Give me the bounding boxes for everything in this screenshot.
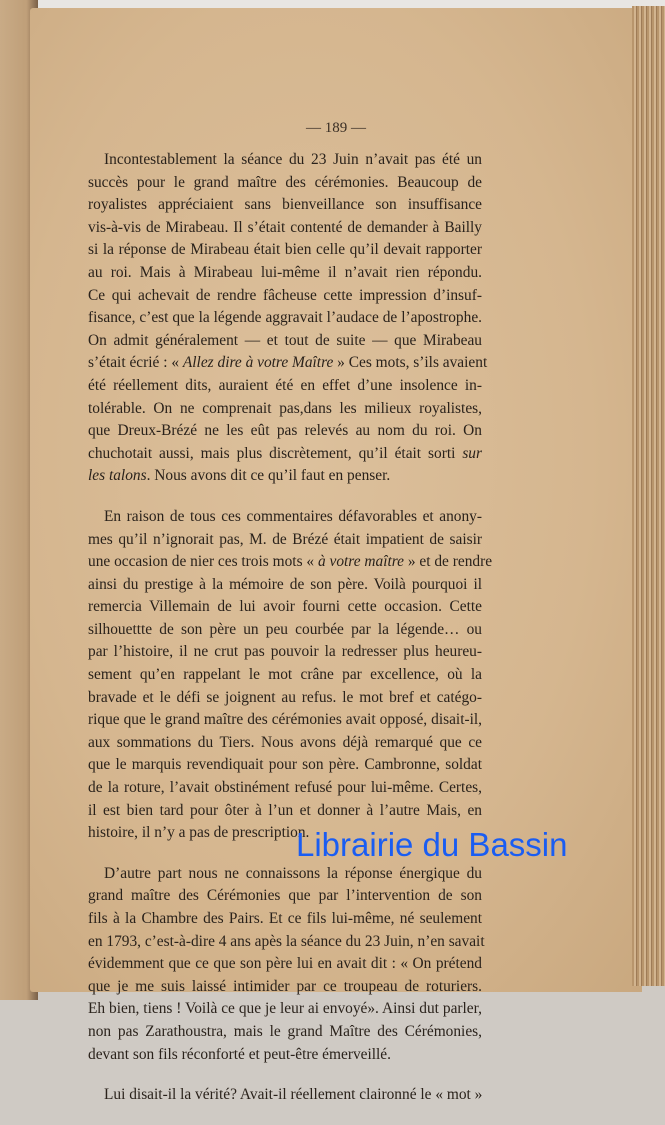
text-segment: il est bien tard pour ôter à l’un et donner à l’autre Mais, en — [88, 801, 482, 819]
text-line — [88, 420, 482, 443]
text-segment: été réellement dits, auraient été en effet d’une insolence in- — [88, 376, 482, 394]
text-line — [88, 149, 482, 172]
text-line — [88, 307, 482, 330]
text-line — [88, 217, 482, 240]
page-stack-edge — [632, 6, 665, 986]
text-line — [88, 375, 482, 398]
text-segment: au roi. Mais à Mirabeau lui-même il n’avait rien répondu. — [88, 263, 482, 281]
text-segment: devant son fils réconforté et peut-être émerveillé. — [88, 1045, 391, 1063]
text-segment: que Dreux-Brézé ne les eût pas relevés au nom du roi. On — [88, 422, 482, 440]
text-line — [88, 529, 482, 552]
text-line — [88, 506, 482, 529]
text-line — [88, 800, 482, 823]
text-segment: bravade et le défi se joignent au refus. le mot bref et catégo- — [88, 688, 482, 706]
page-number: — 189 — — [306, 120, 366, 136]
text-segment: chuchotait aussi, mais plus discrètement, qu’il était sorti — [88, 444, 463, 462]
text-segment: grand maître des Cérémonies que par l’intervention de son — [88, 887, 482, 905]
text-segment: non pas Zarathoustra, mais le grand Maître des Cérémonies, — [88, 1022, 482, 1040]
text-segment: évidemment que ce que son père lui en avait dit : « On prétend — [88, 955, 482, 973]
text-line — [88, 641, 482, 664]
text-segment: Lui disait-il la vérité? Avait-il réellement claironné le « mot » — [104, 1086, 483, 1104]
text-line — [88, 777, 482, 800]
text-line — [88, 863, 482, 886]
text-line — [88, 194, 482, 217]
text-segment: de la roture, l’avait obstinément refusé pour lui-même. Certes, — [88, 779, 482, 797]
watermark: Librairie du Bassin — [296, 826, 568, 863]
text-line — [88, 574, 482, 597]
text-segment: vis-à-vis de Mirabeau. Il s’était contenté de demander à Bailly — [88, 218, 482, 236]
text-segment: On admit généralement — et tout de suite — que Mirabeau — [88, 331, 482, 349]
text-segment: » et de rendre — [404, 553, 493, 571]
text-segment: que le marquis revendiquait pour son père. Cambronne, soldat — [88, 756, 482, 774]
text-line — [88, 262, 482, 285]
text-line — [88, 976, 482, 999]
text-line — [88, 732, 482, 755]
text-line — [88, 465, 482, 488]
paragraph — [88, 1084, 482, 1107]
body-text — [88, 149, 493, 1125]
text-segment: tolérable. On ne comprenait pas,dans les milieux royalistes, — [88, 399, 482, 417]
text-line — [88, 1044, 482, 1067]
text-segment: aux sommations du Tiers. Nous avons déjà remarqué que ce — [88, 733, 482, 751]
text-line — [88, 754, 482, 777]
text-segment: Eh bien, tiens ! Voilà ce que je leur ai envoyé». Ainsi dut parler, — [88, 1000, 482, 1018]
text-line — [88, 687, 482, 710]
text-line — [88, 285, 482, 308]
text-line — [88, 998, 482, 1021]
italic-text: sur — [462, 444, 482, 462]
italic-text: Allez dire à votre Maître — [182, 354, 334, 372]
text-line — [88, 885, 482, 908]
text-line — [88, 709, 482, 732]
text-line — [88, 664, 482, 687]
text-segment: si la réponse de Mirabeau était bien celle qu’il devait rapporter — [88, 241, 482, 259]
text-segment: remercia Villemain de lui avoir fourni cette occasion. Cette — [88, 598, 482, 616]
italic-text: les talons — [88, 467, 147, 485]
text-segment: par l’histoire, il ne crut pas pouvoir la redresser plus heureu- — [88, 643, 482, 661]
text-line — [88, 443, 482, 466]
text-segment: sement qu’en rappelant le mot crâne par excellence, où la — [88, 666, 482, 684]
text-segment: ainsi du prestige à la mémoire de son père. Voilà pourquoi il — [88, 575, 482, 593]
text-line — [88, 551, 493, 574]
text-segment: histoire, il n’y a pas de prescription. — [88, 824, 310, 842]
text-segment: D’autre part nous ne connaissons la réponse énergique du — [104, 864, 482, 882]
text-line — [88, 1084, 482, 1107]
text-segment: fils à la Chambre des Pairs. Et ce fils lui-même, né seulement — [88, 910, 482, 927]
text-line — [88, 1021, 482, 1044]
text-segment: . Nous avons dit ce qu’il faut en penser. — [146, 467, 391, 485]
text-segment: mes qu’il n’ignorait pas, M. de Brézé était impatient de saisir — [88, 530, 482, 548]
italic-text: à votre maître — [317, 553, 405, 571]
text-line — [88, 908, 482, 931]
text-line — [88, 172, 482, 195]
text-segment: que je me suis laissé intimider par ce troupeau de roturiers. — [88, 977, 482, 995]
paragraph — [88, 506, 493, 845]
text-line — [88, 953, 482, 976]
text-segment: Ce qui achevait de rendre fâcheuse cette impression d’insuf- — [88, 286, 482, 304]
text-segment: rique que le grand maître des cérémonies avait opposé, disait-il, — [88, 711, 482, 729]
text-segment: » Ces mots, s’ils avaient — [333, 354, 488, 372]
paragraph — [88, 149, 488, 488]
text-segment: succès pour le grand maître des cérémonies. Beaucoup de — [88, 173, 482, 191]
text-line — [88, 239, 482, 262]
text-line — [88, 330, 482, 353]
text-segment: en 1793, c’est-à-dire 4 ans apès la séance du 23 Juin, n’en savait — [88, 932, 485, 950]
text-line — [88, 596, 482, 619]
text-segment: royalistes appréciaient sans bienveillance son insuffisance — [88, 196, 482, 214]
text-line — [88, 352, 488, 375]
text-segment: une occasion de nier ces trois mots « — [88, 553, 318, 571]
text-segment: fisance, c’est que la légende aggravait l’audace de l’apostrophe. — [88, 309, 482, 327]
text-line — [88, 398, 482, 421]
text-segment: En raison de tous ces commentaires défavorables et anony- — [104, 507, 482, 525]
text-line — [88, 931, 485, 954]
text-segment: Incontestablement la séance du 23 Juin n’avait pas été un — [104, 151, 482, 168]
paragraph — [88, 863, 485, 1066]
text-segment: silhouettte de son père un peu courbée par la légende… ou — [88, 620, 482, 638]
text-segment: s’était écrié : « — [88, 354, 183, 372]
text-line — [88, 619, 482, 642]
